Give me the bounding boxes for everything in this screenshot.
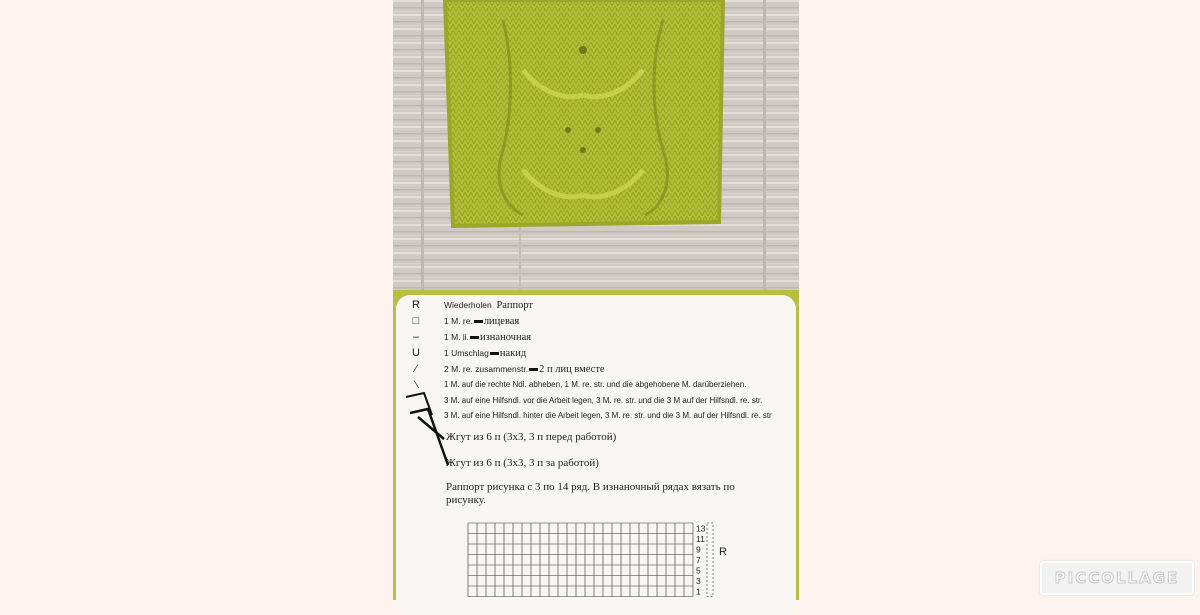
row-number: 9 <box>696 544 701 555</box>
knitted-swatch-photo <box>393 0 799 290</box>
repeat-label: R <box>719 546 727 558</box>
yarn-over-symbol: U <box>412 347 420 359</box>
legend-de: 1 Umschlag <box>444 348 489 358</box>
legend-ru: изнаночная <box>480 332 532 343</box>
repeat-symbol: R <box>412 299 420 311</box>
legend-de: 1 M. li. <box>444 332 470 342</box>
row-number: 11 <box>696 534 705 544</box>
chart-grid <box>466 521 726 601</box>
cable-pointer-lines <box>404 391 450 471</box>
legend-de: 2 M. re. zusammenstr. <box>444 364 529 374</box>
repeat-bracket <box>707 523 713 597</box>
legend-ru: Раппорт <box>496 300 534 311</box>
purl-symbol: – <box>412 331 420 343</box>
row-number: 13 <box>696 523 706 534</box>
separator-dash <box>490 352 499 355</box>
cable-back-ru: Жгут из 6 п (3х3, 3 п за работой) <box>446 457 599 469</box>
legend-ru: накид <box>499 348 527 359</box>
knit-symbol: □ <box>412 315 420 327</box>
legend-ru: 2 п лиц вместе <box>539 364 605 375</box>
cable-front-de: 3 M. auf eine Hilfsndl. vor die Arbeit legen, 3 M. re. str. und die 3 M auf der Hilfsndl. re. str. <box>444 396 763 405</box>
cable-back-de: 3 M. auf eine Hilfsndl. hinter die Arbeit legen, 3 M. re. str. und die 3 M. auf der Hilfsndl. re. str <box>444 411 772 420</box>
row-number: 7 <box>696 555 701 565</box>
separator-dash <box>529 368 538 371</box>
row-number: 1 <box>696 586 701 597</box>
separator-dash <box>474 320 483 323</box>
legend-de: Wiederholen <box>444 300 492 310</box>
legend-de: 1 M. re. <box>444 316 473 326</box>
piccollage-watermark <box>1040 561 1194 595</box>
knitting-chart <box>466 521 726 606</box>
cable-front-ru: Жгут из 6 п (3х3, 3 п перед работой) <box>446 431 617 443</box>
k2tog-symbol: ⁄ <box>415 363 417 375</box>
collage-frame <box>393 0 799 600</box>
repeat-note: Раппорт рисунка с 3 по 14 ряд. В изнаночный рядах вязать по рисунку. <box>446 481 735 506</box>
ssk-symbol: ⁄ <box>415 379 417 391</box>
legend-de: 1 M. auf die rechte Ndl. abheben, 1 M. re. str. und die abgehobene M. darüberziehen. <box>444 380 747 389</box>
row-number: 5 <box>696 565 701 576</box>
legend-ru: лицевая <box>483 316 520 327</box>
legend-card <box>396 295 796 615</box>
watermark-text: PICCOLLAGE <box>1054 569 1180 587</box>
separator-dash <box>470 336 479 339</box>
row-number: 3 <box>696 576 701 586</box>
